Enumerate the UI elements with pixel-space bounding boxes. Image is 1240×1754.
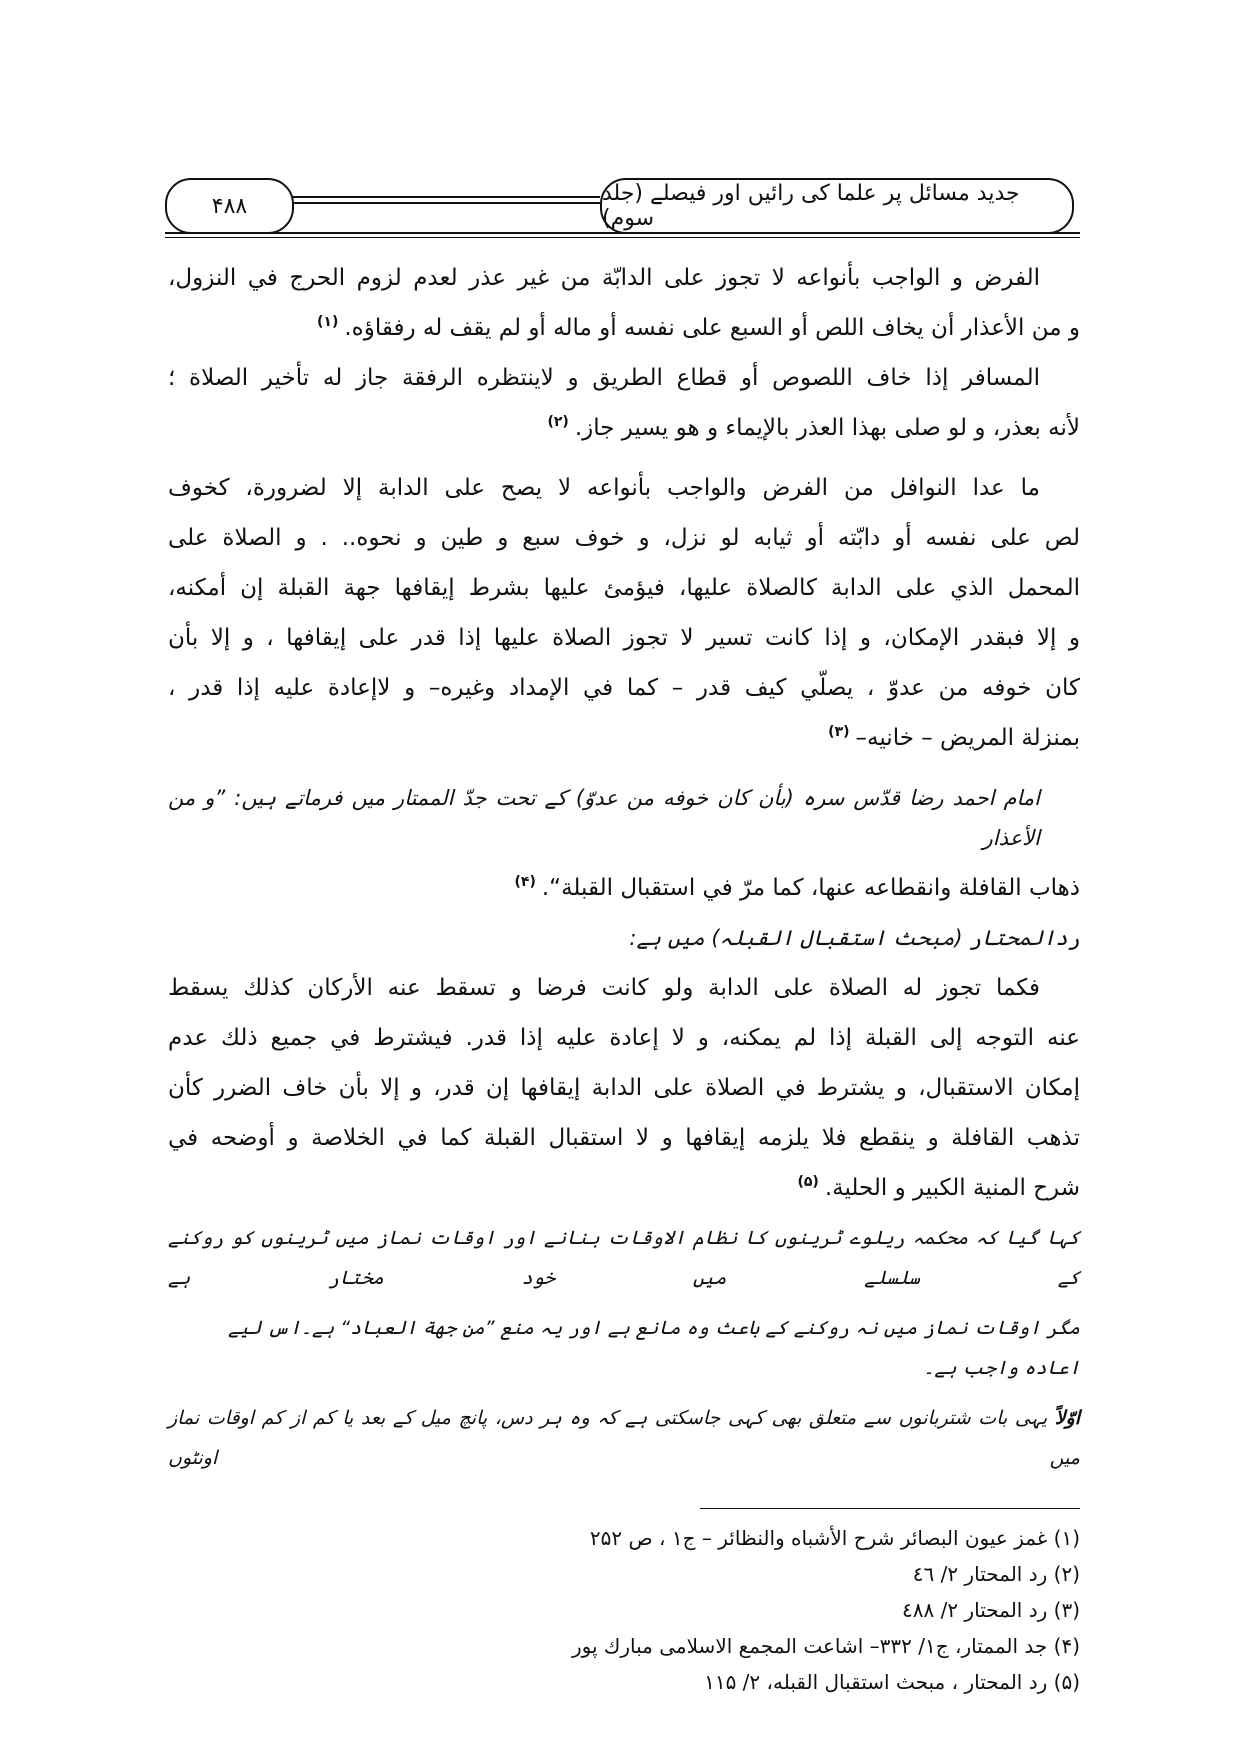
- body-text: [168, 258, 1080, 1478]
- text-line: امام احمد رضا قدّس سرہ (بأن كان خوفه من عدوّ) کے تحت جدّ الممتار میں فرماتے ہیں: ”و من الأعذار: [168, 786, 1040, 850]
- text-line: و إلا فبقدر الإمكان، و إذا كانت تسير لا تجوز الصلاة عليها إذا قدر على إيقافها ، و إلا بأن: [168, 625, 1080, 651]
- text-line: ما عدا النوافل من الفرض والواجب بأنواعه لا يصح على الدابة إلا لضرورة، كخوف: [168, 475, 1040, 501]
- text-line: لص على نفسه أو دابّته أو ثيابه لو نزل، و خوف سبع و طين و نحوه.. . و الصلاة على: [168, 525, 1080, 551]
- text-line: تذهب القافلة و ينقطع فلا يلزمه إيقافها و لا استقبال القبلة كما في الخلاصة و أوضحه في: [168, 1125, 1080, 1151]
- text-line: ردالمحتار (مبحث استقبال القبلہ) میں ہے:: [629, 926, 1080, 950]
- footnote-ref: (۲): [547, 414, 569, 431]
- text-line: اوّلاً یہی بات شتربانوں سے متعلق بھی کہی جاسکتی ہے کہ وہ ہر دس، پانچ میل کے بعد یا کم از کم اوقات نماز میں اونٹوں: [168, 1407, 1080, 1469]
- text-line: شرح المنية الكبير و الحلية.$^{(۵)}$: [797, 1174, 1080, 1201]
- footnote: (۳) رد المحتار ۲/ ٤٨٨: [901, 1598, 1080, 1622]
- footnote: (۲) رد المحتار ۲/ ٤٦: [912, 1562, 1080, 1586]
- text-line: کہا گیا کہ محکمہ ریلوے ٹرینوں کا نظام الاوقات بنانے اور اوقات نماز میں ٹرینوں کو روکنے کے سلسلے میں خود مختار ہے: [168, 1227, 1080, 1289]
- footnote: (۴) جد الممتار، ج۱/ ۳۳۲– اشاعت المجمع الاسلامی مبارك پور: [571, 1634, 1080, 1658]
- footnote-ref: (۵): [797, 1174, 819, 1191]
- text-line: و من الأعذار أن يخاف اللص أو السبع على نفسه أو ماله أو لم يقف له رفقاؤه.$^{(۱)}$: [317, 314, 1080, 341]
- text-line: مگر اوقات نماز میں نہ روکنے کے باعث وہ مانع ہے اور یہ منع ”من جهة العباد“ ہے۔اس لیے اعادہ واجب ہے۔: [227, 1317, 1080, 1379]
- text-line: لأنه بعذر، و لو صلى بهذا العذر بالإيماء و هو يسير جاز.$^{(۲)}$: [547, 414, 1080, 441]
- text-line: المسافر إذا خاف اللصوص أو قطاع الطريق و لاينتظره الرفقة جاز له تأخير الصلاة ؛: [168, 365, 1040, 391]
- text-line: عنه التوجه إلى القبلة إذا لم يمكنه، و لا إعادة عليه إذا قدر. فيشترط في جميع ذلك عدم: [168, 1025, 1080, 1051]
- awwalan-label: اوّلاً: [1054, 1407, 1080, 1429]
- text-line: الفرض و الواجب بأنواعه لا تجوز على الدابّة من غير عذر لعدم لزوم الحرج في النزول،: [168, 265, 1040, 291]
- footnote: (۵) رد المحتار ، مبحث استقبال القبله، ۲/ ۱۱۵: [704, 1670, 1080, 1694]
- text-line: ذهاب القافلة وانقطاعه عنها، كما مرّ في استقبال القبلة“.$^{(۴)}$: [514, 874, 1080, 901]
- footnotes: [500, 1508, 1080, 1741]
- text-line: بمنزلة المريض – خانيه–$^{(۳)}$: [828, 724, 1080, 751]
- text-line: كان خوفه من عدوّ ، يصلّي كيف قدر – كما في الإمداد وغيره– و لاإعادة عليه إذا قدر ،: [168, 675, 1080, 701]
- page-number: ۴۸۸: [211, 193, 248, 219]
- text-line: المحمل الذي على الدابة كالصلاة عليها، فيؤمئ عليها بشرط إيقافها جهة القبلة إن أمكنه،: [168, 575, 1080, 601]
- text-line: فكما تجوز له الصلاة على الدابة ولو كانت فرضا و تسقط عنه الأركان كذلك يسقط: [168, 975, 1040, 1001]
- footnote-ref: (۴): [514, 874, 536, 891]
- text-line: إمكان الاستقبال، و يشترط في الصلاة على الدابة إيقافها إن قدر، و إلا بأن خاف الضرر كأن: [168, 1075, 1080, 1101]
- footnote: (۱) غمز عيون البصائر شرح الأشباه والنظائر – ج۱ ، ص ۲۵۲: [589, 1526, 1080, 1550]
- page-content: [168, 0, 1080, 1741]
- footnote-ref: (۳): [828, 724, 850, 741]
- book-title: جدید مسائل پر علما کی رائیں اور فیصلے (جلد سوم): [602, 181, 1020, 231]
- footnote-ref: (۱): [317, 314, 339, 331]
- footnote-divider: [700, 1508, 1080, 1509]
